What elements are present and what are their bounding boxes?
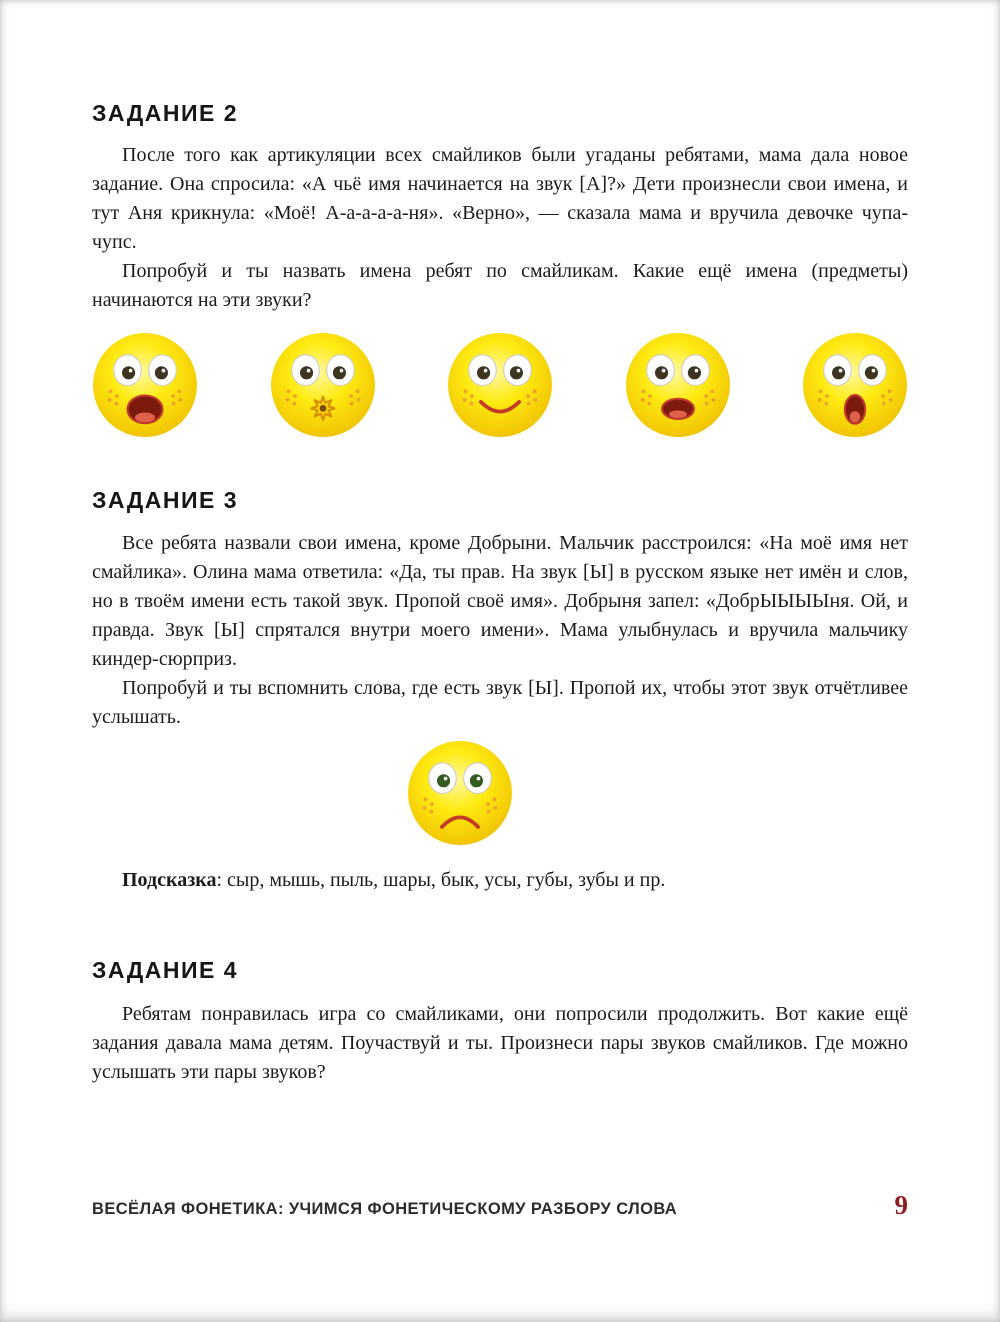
- task3-paragraph-2: Попробуй и ты вспомнить слова, где есть звук [Ы]. Пропой их, чтобы этот звук отчётливее услышать.: [92, 677, 908, 728]
- hint-label: Подсказка: [122, 869, 217, 891]
- task3-heading: ЗАДАНИЕ 3: [92, 487, 239, 513]
- smiley-sad-y: [407, 740, 513, 846]
- task2-paragraph-1: После того как артикуляции всех смайликов были угаданы ребятами, мама дала новое задание. Она спросила: «А чьё имя начинается на звук [А]?» Дети произнесли свои имена, и тут Аня крикнула: «Моё! А-а-а-а-а-ня». «Верно», — сказала мама и вручила девочке чупа-чупс.: [92, 144, 908, 253]
- task4-heading: ЗАДАНИЕ 4: [92, 957, 239, 983]
- task2-paragraph-2: Попробуй и ты назвать имена ребят по смайликам. Какие ещё имена (предметы) начинаются на эти звуки?: [92, 260, 908, 311]
- page-number: 9: [894, 1190, 908, 1220]
- hint-line: [92, 866, 908, 895]
- smiley-open-mouth-a: [92, 332, 198, 438]
- task3-paragraph-1: Все ребята назвали свои имена, кроме Добрыни. Мальчик расстроился: «На моё имя нет смайлика». Олина мама ответила: «Да, ты прав. На звук [Ы] в русском языке нет имён и слов, но в твоём имени есть такой звук. Пропой своё имя». Добрыня запел: «ДобрЫЫЫЫня. Ой, и правда. Звук [Ы] спрятался внутри моего имени». Мама улыбнулась и вручила мальчику киндер-сюрприз.: [92, 532, 908, 670]
- footer-title: ВЕСЁЛАЯ ФОНЕТИКА: УЧИМСЯ ФОНЕТИЧЕСКОМУ РАЗБОРУ СЛОВА: [92, 1200, 678, 1218]
- hint-text: : сыр, мышь, пыль, шары, бык, усы, губы, зубы и пр.: [216, 869, 666, 891]
- smiley-row: [92, 332, 908, 438]
- page-footer: [92, 1190, 908, 1221]
- task3-text: [92, 529, 908, 732]
- task4-paragraph-1: Ребятам понравилась игра со смайликами, они попросили продолжить. Вот какие ещё задания давала мама детям. Поучаствуй и ты. Произнеси пары звуков смайликов. Где можно услышать эти пары звуков?: [92, 1003, 908, 1083]
- smiley-oval-mouth-e: [625, 332, 731, 438]
- smiley-o-mouth-o: [802, 332, 908, 438]
- task2-heading: ЗАДАНИЕ 2: [92, 100, 239, 126]
- task4-text: [92, 1000, 908, 1087]
- smiley-smile-i: [447, 332, 553, 438]
- smiley-pursed-lips-u: [270, 332, 376, 438]
- task2-text: [92, 141, 908, 315]
